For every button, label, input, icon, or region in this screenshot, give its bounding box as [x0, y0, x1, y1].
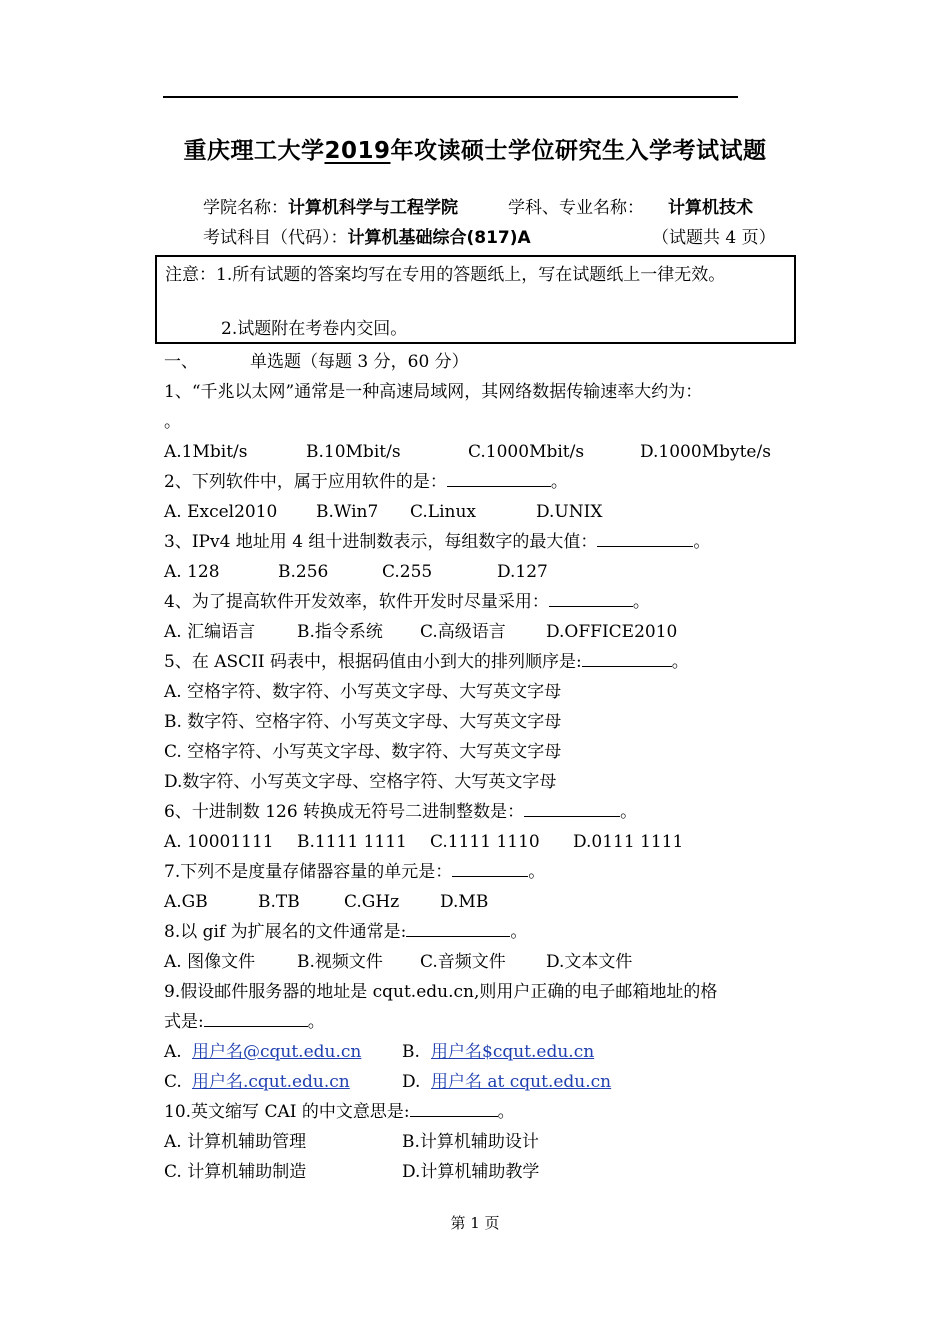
title-year: 2019 — [324, 138, 391, 164]
top-rule — [163, 96, 738, 98]
notice-box — [155, 255, 796, 344]
college-line — [203, 197, 458, 219]
question-end: 。 — [510, 922, 528, 942]
question-text: 式是: — [164, 1012, 204, 1032]
college-value: 计算机科学与工程学院 — [288, 198, 458, 218]
question-text: 7.下列不是度量存储器容量的单元是： — [164, 862, 453, 882]
question-1-stem-cont: 。 — [164, 412, 181, 432]
answer-blank — [524, 801, 620, 817]
answer-blank — [447, 471, 551, 487]
question-5-stem — [164, 650, 689, 674]
answer-blank — [410, 1101, 498, 1117]
answer-blank — [204, 1011, 308, 1027]
exam-title — [0, 132, 950, 165]
notice-line-2: 2.试题附在考卷内交回。 — [221, 319, 408, 339]
option-c: C. 计算机辅助制造 — [164, 1162, 307, 1182]
question-text: 4、为了提高软件开发效率，软件开发时尽量采用： — [164, 592, 549, 612]
option-c: C.255 — [382, 562, 433, 582]
option-a: A. 汇编语言 — [164, 622, 256, 642]
answer-blank — [549, 591, 633, 607]
question-end: 。 — [550, 472, 568, 492]
option-b: B.指令系统 — [297, 622, 383, 642]
question-4-stem — [164, 590, 650, 614]
question-7-stem — [164, 860, 545, 884]
question-10-stem — [164, 1100, 515, 1124]
option-c: C.高级语言 — [420, 622, 506, 642]
subject-value: 计算机基础综合(817)A — [347, 228, 531, 248]
option-a: A.GB — [164, 892, 208, 912]
question-text: 3、IPv4 地址用 4 组十进制数表示，每组数字的最大值： — [164, 532, 598, 552]
option-b: B.10Mbit/s — [306, 442, 401, 462]
section-heading — [164, 350, 469, 374]
option-d-letter: D. — [402, 1072, 421, 1092]
option-b: B.1111 1111 — [297, 832, 407, 852]
email-link-b[interactable]: 用户名$cqut.edu.cn — [431, 1042, 595, 1062]
option-d: D.127 — [497, 562, 548, 582]
major-label: 学科、专业名称： — [508, 198, 644, 218]
option-d: D.0111 1111 — [573, 832, 684, 852]
email-link-d[interactable]: 用户名 at cqut.edu.cn — [431, 1072, 612, 1092]
option-a: A. 128 — [164, 562, 220, 582]
major-value-wrap — [668, 197, 753, 219]
question-end: 。 — [671, 652, 689, 672]
option-b-letter: B. — [402, 1042, 420, 1062]
option-a: A. 计算机辅助管理 — [164, 1132, 307, 1152]
question-2-stem — [164, 470, 568, 494]
option-d: D.文本文件 — [546, 952, 633, 972]
title-suffix: 年攻读硕士学位研究生入学考试试题 — [390, 138, 767, 164]
page-number: 第 1 页 — [450, 1214, 500, 1232]
section-number: 一、 — [164, 352, 198, 372]
question-5-option-d: D.数字符、小写英文字母、空格字符、大写英文字母 — [164, 772, 557, 792]
question-end: 。 — [497, 1102, 515, 1122]
question-text: 5、在 ASCII 码表中，根据码值由小到大的排列顺序是: — [164, 652, 582, 672]
option-b: B.视频文件 — [297, 952, 383, 972]
notice-line-1: 注意：1.所有试题的答案均写在专用的答题纸上，写在试题纸上一律无效。 — [165, 265, 726, 285]
question-5-option-b: B. 数字符、空格字符、小写英文字母、大写英文字母 — [164, 712, 562, 732]
question-text: 2、下列软件中，属于应用软件的是： — [164, 472, 447, 492]
answer-blank — [597, 531, 693, 547]
answer-blank — [406, 921, 510, 937]
major-line — [508, 197, 644, 219]
section-title: 单选题（每题 3 分，60 分） — [250, 352, 469, 372]
question-text: 8.以 gif 为扩展名的文件通常是: — [164, 922, 407, 942]
option-d: D.UNIX — [536, 502, 603, 522]
college-label: 学院名称： — [203, 198, 288, 218]
question-5-option-a: A. 空格字符、数字符、小写英文字母、大写英文字母 — [164, 682, 562, 702]
question-9-stem: 9.假设邮件服务器的地址是 cqut.edu.cn,则用户正确的电子邮箱地址的格 — [164, 982, 718, 1002]
option-a: A. Excel2010 — [164, 502, 278, 522]
question-end: 。 — [693, 532, 711, 552]
question-end: 。 — [632, 592, 650, 612]
option-c: C.音频文件 — [420, 952, 506, 972]
answer-blank — [582, 651, 672, 667]
answer-blank — [452, 861, 528, 877]
major-value: 计算机技术 — [668, 198, 753, 218]
email-link-a[interactable]: 用户名@cqut.edu.cn — [192, 1042, 362, 1062]
option-c: C.GHz — [344, 892, 400, 912]
pages-note: （试题共 4 页） — [652, 228, 776, 248]
option-c-letter: C. — [164, 1072, 182, 1092]
option-c: C.1000Mbit/s — [468, 442, 585, 462]
question-text: 6、十进制数 126 转换成无符号二进制整数是： — [164, 802, 525, 822]
option-a: A. 10001111 — [164, 832, 274, 852]
subject-label: 考试科目（代码）： — [203, 228, 348, 248]
option-b: B.TB — [258, 892, 300, 912]
question-end: 。 — [620, 802, 638, 822]
question-text: 10.英文缩写 CAI 的中文意思是: — [164, 1102, 410, 1122]
question-8-stem — [164, 920, 527, 944]
question-3-stem — [164, 530, 710, 554]
option-d: D.MB — [440, 892, 489, 912]
option-c: C.1111 1110 — [430, 832, 540, 852]
option-d: D.OFFICE2010 — [546, 622, 678, 642]
question-end: 。 — [528, 862, 546, 882]
subject-line — [203, 227, 531, 249]
question-end: 。 — [307, 1012, 325, 1032]
title-prefix: 重庆理工大学 — [183, 138, 325, 164]
question-9-stem-cont — [164, 1010, 325, 1034]
option-b: B.计算机辅助设计 — [402, 1132, 539, 1152]
email-link-c[interactable]: 用户名.cqut.edu.cn — [192, 1072, 350, 1092]
option-b: B.Win7 — [316, 502, 379, 522]
question-5-option-c: C. 空格字符、小写英文字母、数字符、大写英文字母 — [164, 742, 562, 762]
option-b: B.256 — [278, 562, 329, 582]
option-a: A. 图像文件 — [164, 952, 256, 972]
option-c: C.Linux — [410, 502, 477, 522]
question-1-stem: 1、“千兆以太网”通常是一种高速局域网，其网络数据传输速率大约为： — [164, 382, 703, 402]
option-d: D.1000Mbyte/s — [640, 442, 771, 462]
question-6-stem — [164, 800, 637, 824]
option-a-letter: A. — [164, 1042, 182, 1062]
option-d: D.计算机辅助教学 — [402, 1162, 540, 1182]
option-a: A.1Mbit/s — [164, 442, 248, 462]
